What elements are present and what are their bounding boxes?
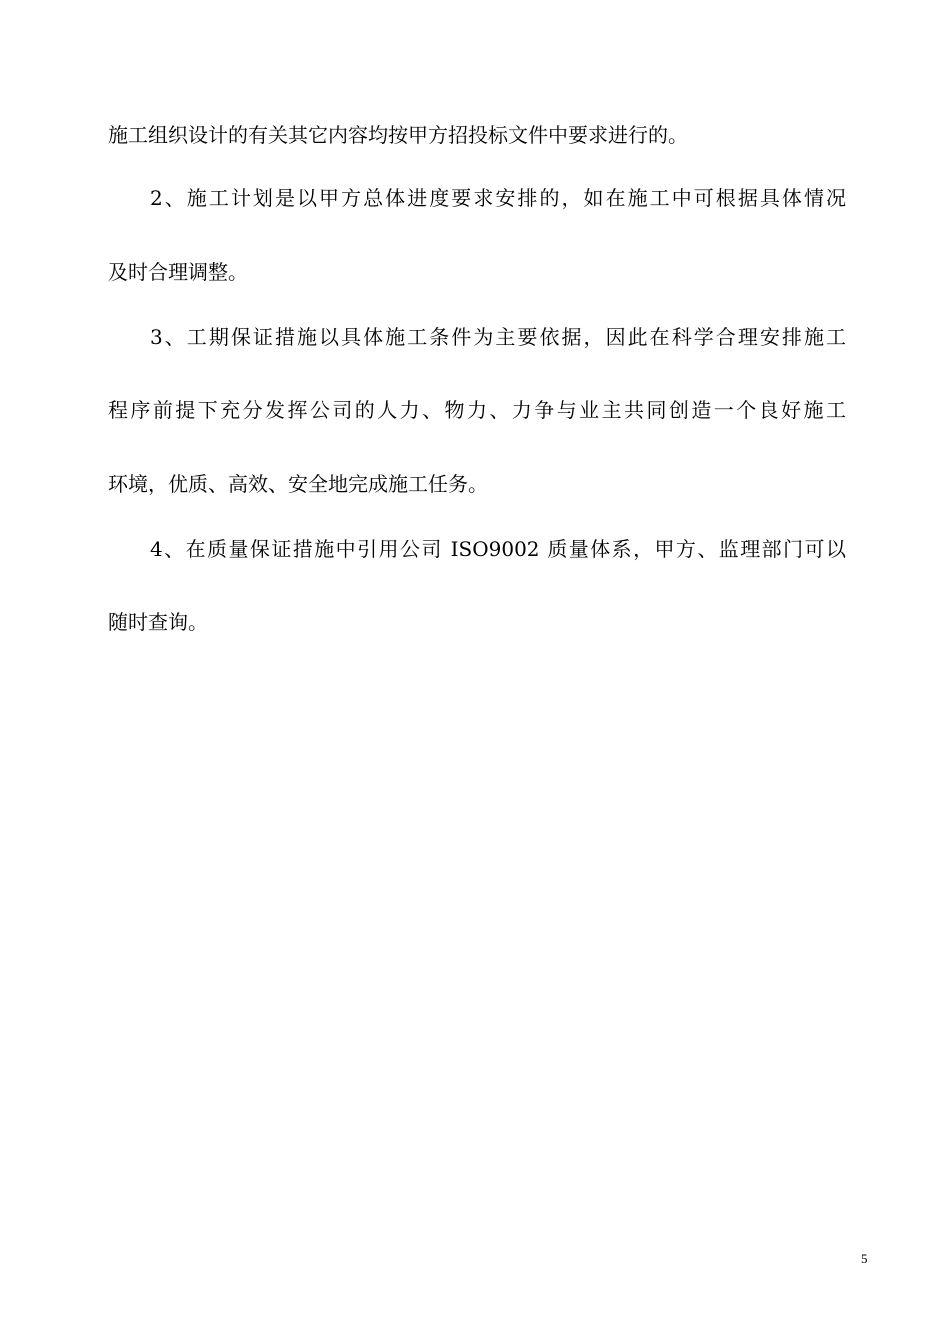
page-number: 5 (861, 1251, 868, 1266)
text-line-1: 施工组织设计的有关其它内容均按甲方招投标文件中要求进行的。 (108, 123, 688, 147)
text-line-6: 环境，优质、高效、安全地完成施工任务。 (108, 472, 488, 496)
text-line-8: 随时查询。 (108, 610, 208, 634)
text-line-2: 2、施工计划是以甲方总体进度要求安排的，如在施工中可根据具体情况 (150, 186, 846, 210)
text-line-7: 4、在质量保证措施中引用公司 ISO9002 质量体系，甲方、监理部门可以 (150, 537, 846, 561)
text-line-5: 程序前提下充分发挥公司的人力、物力、力争与业主共同创造一个良好施工 (108, 398, 846, 422)
text-line-3: 及时合理调整。 (108, 260, 248, 284)
text-line-4: 3、工期保证措施以具体施工条件为主要依据，因此在科学合理安排施工 (150, 325, 846, 349)
